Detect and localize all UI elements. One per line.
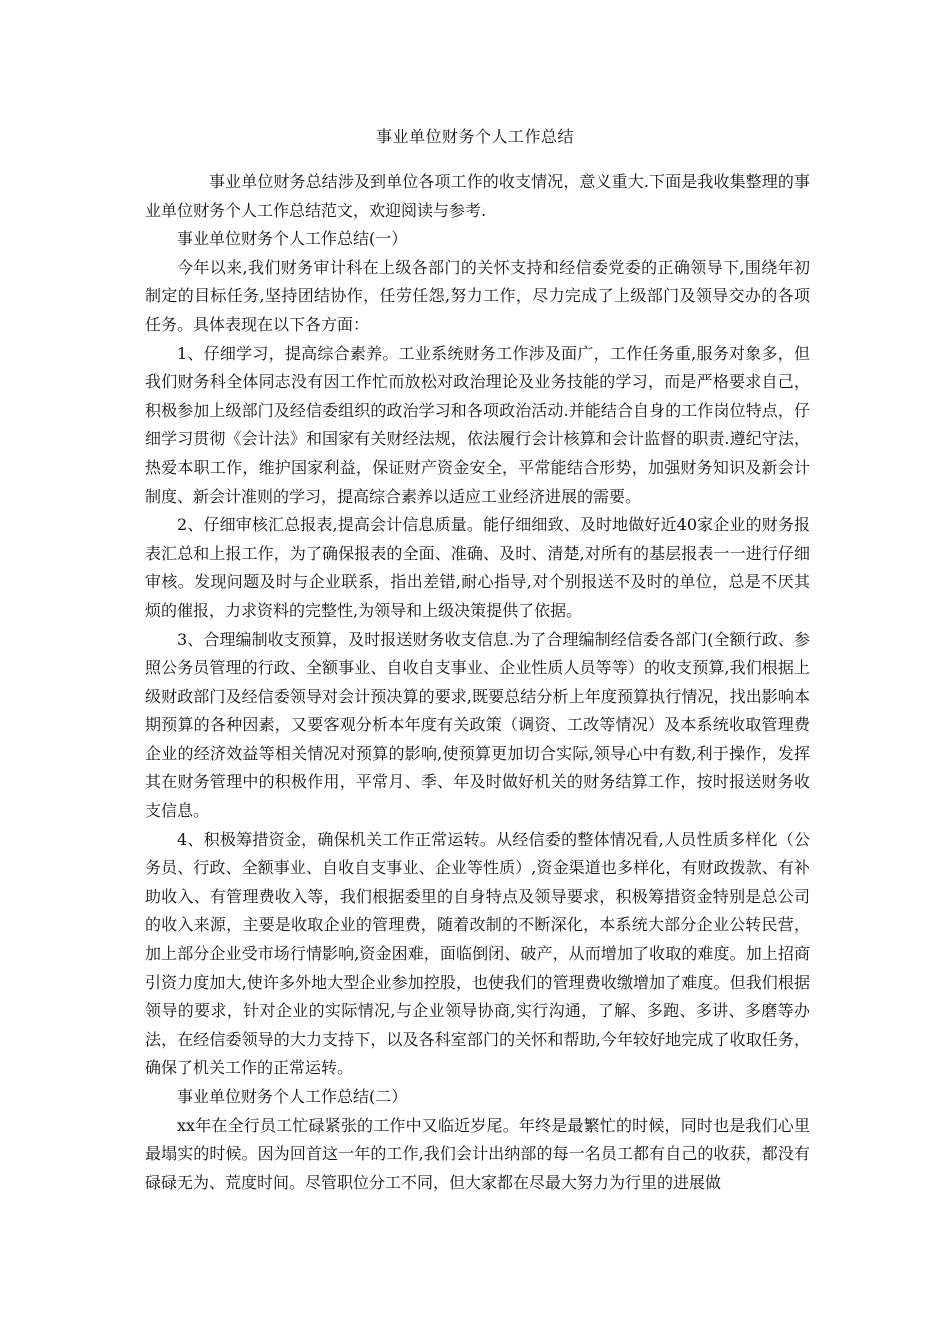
document-body <box>145 168 810 1197</box>
paragraph-item-4: 4、积极筹措资金，确保机关工作正常运转。从经信委的整体情况看,人员性质多样化（公务员、行政、全额事业、自收自支事业、企业等性质）,资金渠道也多样化，有财政拨款、有补助收入、有管理费收入等，我们根据委里的自身特点及领导要求，积极筹措资金特别是总公司的收入来源，主要是收取企业的管理费，随着改制的不断深化，本系统大部分企业公转民营，加上部分企业受市场行情影响,资金困难，面临倒闭、破产，从而增加了收取的难度。加上招商引资力度加大,使许多外地大型企业参加控股，也使我们的管理费收缴增加了难度。但我们根据领导的要求，针对企业的实际情况,与企业领导协商,实行沟通，了解、多跑、多讲、多磨等办法，在经信委领导的大力支持下，以及各科室部门的关怀和帮助,今年较好地完成了收取任务，确保了机关工作的正常运转。 <box>145 829 810 1078</box>
section-heading-1: 事业单位财务个人工作总结(一） <box>177 229 408 249</box>
paragraph-section2-intro: xx年在全行员工忙碌紧张的工作中又临近岁尾。年终是最繁忙的时候，同时也是我们心里最塌实的时候。因为回首这一年的工作,我们会计出纳部的每一名员工都有自己的收获，都没有碌碌无为、荒度时间。尽管职位分工不同，但大家都在尽最大努力为行里的进展做 <box>145 1115 810 1192</box>
document-title: 事业单位财务个人工作总结 <box>375 127 574 146</box>
paragraph-item-1: 1、仔细学习，提高综合素养。工业系统财务工作涉及面广，工作任务重,服务对象多，但我们财务科全体同志没有因工作忙而放松对政治理论及业务技能的学习，而是严格要求自己，积极参加上级部门及经信委组织的政治学习和各项政治活动.并能结合自身的工作岗位特点，仔细学习贯彻《会计法》和国家有关财经法规，依法履行会计核算和会计监督的职责.遵纪守法，热爱本职工作，维护国家利益，保证财产资金安全，平常能结合形势，加强财务知识及新会计制度、新会计准则的学习，提高综合素养以适应工业经济进展的需要。 <box>145 343 810 506</box>
intro-paragraph: 事业单位财务总结涉及到单位各项工作的收支情况，意义重大.下面是我收集整理的事业单位财务个人工作总结范文，欢迎阅读与参考. <box>145 172 810 220</box>
paragraph-item-3: 3、合理编制收支预算，及时报送财务收支信息.为了合理编制经信委各部门(全额行政、参照公务员管理的行政、全额事业、自收自支事业、企业性质人员等等）的收支预算,我们根据上级财政部门及经信委领导对会计预决算的要求,既要总结分析上年度预算执行情况，找出影响本期预算的各种因素，又要客观分析本年度有关政策（调资、工改等情况）及本系统收取管理费企业的经济效益等相关情况对预算的影响,使预算更加切合实际,领导心中有数,利于操作，发挥其在财务管理中的积极作用，平常月、季、年及时做好机关的财务结算工作，按时报送财务收支信息。 <box>145 629 810 821</box>
paragraph-overview: 今年以来,我们财务审计科在上级各部门的关怀支持和经信委党委的正确领导下,围绕年初制定的目标任务,坚持团结协作，任劳任怨,努力工作，尽力完成了上级部门及领导交办的各项任务。具体表现在以下各方面： <box>145 257 810 334</box>
paragraph-item-2: 2、仔细审核汇总报表,提高会计信息质量。能仔细细致、及时地做好近40家企业的财务报表汇总和上报工作，为了确保报表的全面、准确、及时、清楚,对所有的基层报表一一进行仔细审核。发现问题及时与企业联系，指出差错,耐心指导,对个别报送不及时的单位，总是不厌其烦的催报，力求资料的完整性,为领导和上级决策提供了依据。 <box>145 515 810 620</box>
section-heading-2: 事业单位财务个人工作总结(二） <box>177 1087 408 1106</box>
